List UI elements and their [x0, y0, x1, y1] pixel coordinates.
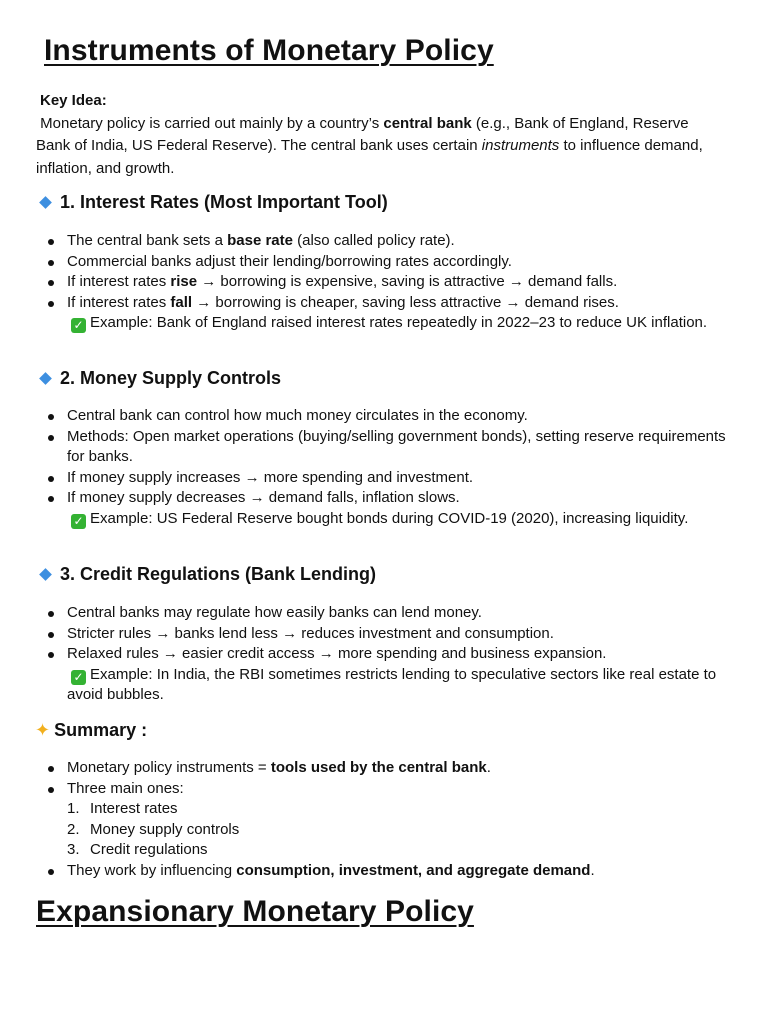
sparkles-icon: ✦ [35, 720, 51, 740]
list-item [36, 231, 726, 252]
section-3-heading [38, 564, 376, 585]
text: The central bank sets a [67, 232, 228, 249]
list-item: Stricter rules → banks lend less → reduces investment and consumption. [36, 624, 726, 645]
text: They work by influencing [67, 861, 237, 879]
list-item [36, 293, 726, 314]
text: . [590, 861, 595, 879]
text: → borrowing is cheaper, saving less attractive → demand rises. [192, 293, 619, 311]
text: If interest rates [67, 273, 171, 290]
check-mark-icon: ✓ [71, 514, 86, 529]
example-item [36, 509, 726, 530]
page-title: Instruments of Monetary Policy [44, 34, 494, 67]
list-item: Central banks may regulate how easily banks can lend money. [36, 603, 726, 624]
text: Monetary policy instruments = [67, 759, 271, 776]
list-item: If money supply increases → more spending and investment. [36, 468, 726, 489]
section-3-list [36, 603, 726, 706]
section-2-title: 2. Money Supply Controls [60, 368, 282, 388]
list-item: Relaxed rules → easier credit access → more spending and business expansion. [36, 644, 726, 665]
item-text: Credit regulations [90, 841, 208, 858]
text: . [486, 759, 491, 776]
text: → borrowing is expensive, saving is attractive → demand falls. [197, 273, 618, 290]
list-item: Methods: Open market operations (buying/selling government bonds), setting reserve requirements for banks. [36, 427, 726, 468]
numbered-item [67, 799, 726, 820]
section-1-heading [38, 192, 388, 213]
bold-text: fall [170, 293, 193, 311]
check-mark-icon: ✓ [71, 670, 86, 685]
item-number: 1. [67, 800, 80, 817]
blue-diamond-icon [39, 196, 52, 209]
list-item [36, 861, 726, 882]
numbered-item [67, 840, 726, 861]
bold-text: tools used by the central bank [270, 759, 487, 776]
example-item [36, 313, 726, 334]
bold-text: consumption, investment, and aggregate demand [236, 861, 591, 879]
section-3-title: 3. Credit Regulations (Bank Lending) [60, 564, 377, 584]
item-number: 2. [67, 820, 80, 838]
list-item [36, 758, 726, 779]
blue-diamond-icon [39, 568, 52, 581]
item-text: Interest rates [90, 800, 178, 817]
list-item: Central bank can control how much money circulates in the economy. [36, 406, 726, 427]
list-item: If money supply decreases → demand falls, inflation slows. [36, 488, 726, 509]
example-text: Example: US Federal Reserve bought bonds during COVID-19 (2020), increasing liquidity. [90, 509, 689, 527]
example-item [36, 665, 726, 706]
section-2-heading [38, 368, 281, 389]
bold-text: rise [170, 273, 198, 290]
key-text-1: Monetary policy is carried out mainly by a country’s [40, 114, 384, 132]
item-number: 3. [67, 841, 80, 858]
blue-diamond-icon [39, 372, 52, 385]
key-text-3: to influence demand, inflation, and growth. [36, 137, 703, 177]
text: If interest rates [67, 293, 171, 311]
example-text: Example: Bank of England raised interest rates repeatedly in 2022–23 to reduce UK inflation. [90, 314, 708, 331]
list-item [36, 779, 726, 861]
key-bold-1: central bank [383, 114, 472, 132]
key-text-2: (e.g., Bank of England, Reserve Bank of India, US Federal Reserve). The central bank uses certain [36, 114, 689, 154]
item-text: Money supply controls [90, 820, 240, 838]
summary-list [36, 758, 726, 881]
key-idea-label: Key Idea: [40, 92, 107, 109]
bold-text: base rate [227, 232, 293, 249]
list-item [36, 272, 726, 293]
section-1-title: 1. Interest Rates (Most Important Tool) [60, 192, 388, 212]
key-idea [36, 90, 726, 180]
section-title: Expansionary Monetary Policy [36, 895, 474, 928]
list-item: Commercial banks adjust their lending/borrowing rates accordingly. [36, 252, 726, 273]
text: Three main ones: [67, 779, 184, 797]
text: (also called policy rate). [292, 232, 455, 249]
example-text: Example: In India, the RBI sometimes restricts lending to speculative sectors like real estate to avoid bubbles. [67, 665, 717, 703]
key-idea-text [36, 113, 726, 181]
key-italic-1: instruments [481, 137, 560, 154]
check-mark-icon: ✓ [71, 318, 86, 333]
summary-heading [35, 720, 147, 741]
numbered-item [67, 820, 726, 841]
summary-title: Summary : [54, 720, 148, 740]
section-2-list [36, 406, 726, 529]
numbered-list [67, 799, 726, 861]
section-1-list [36, 231, 726, 334]
